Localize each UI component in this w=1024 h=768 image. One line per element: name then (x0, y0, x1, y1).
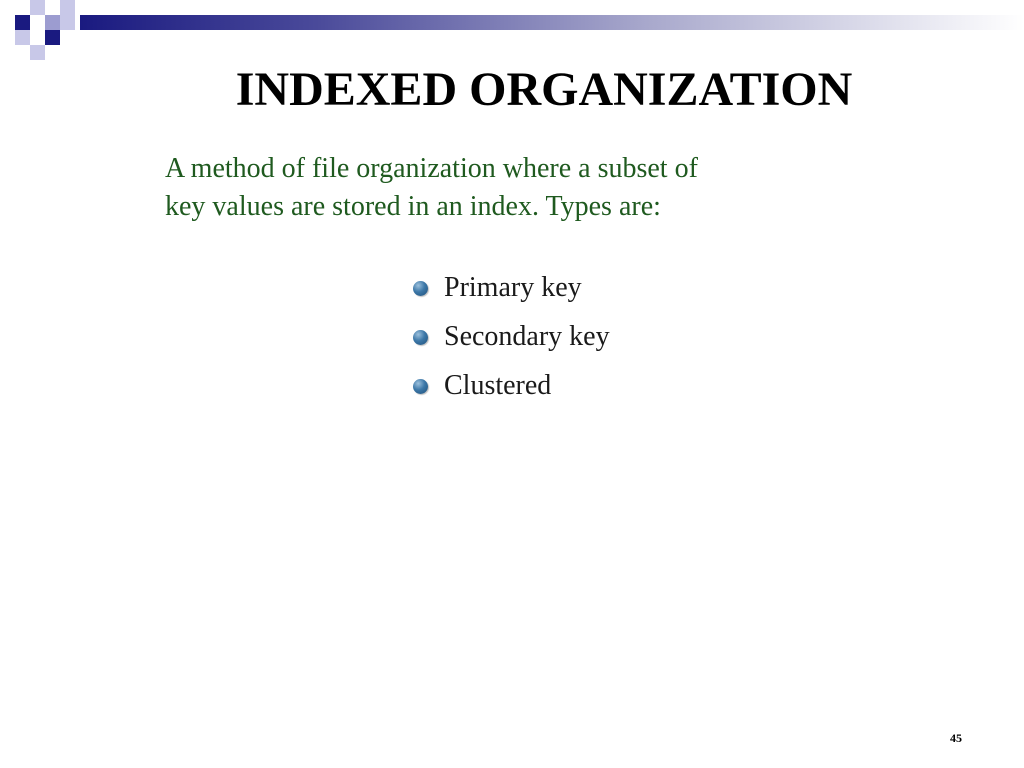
slide-title: INDEXED ORGANIZATION (235, 63, 853, 116)
list-item (410, 317, 610, 366)
decor-square (60, 0, 75, 15)
bullet-list (410, 268, 610, 415)
list-item (410, 366, 610, 415)
decor-square (15, 30, 30, 45)
decor-square (45, 30, 60, 45)
decor-square (60, 15, 75, 30)
list-item (410, 268, 610, 317)
bullet-label: Primary key (444, 272, 582, 303)
bullet-label: Clustered (444, 370, 552, 401)
decor-square (30, 0, 45, 15)
decor-square (30, 45, 45, 60)
slide-description (165, 150, 845, 226)
header-gradient-bar (80, 15, 1024, 30)
page-number: 45 (950, 731, 962, 745)
bullet-sphere-icon (413, 379, 428, 394)
bullet-label: Secondary key (444, 321, 610, 352)
decor-square (45, 15, 60, 30)
decor-square (15, 15, 30, 30)
bullet-sphere-icon (413, 281, 428, 296)
bullet-sphere-icon (413, 330, 428, 345)
description-line: A method of file organization where a subset of (165, 153, 698, 184)
description-line: key values are stored in an index. Types are: (165, 191, 661, 222)
